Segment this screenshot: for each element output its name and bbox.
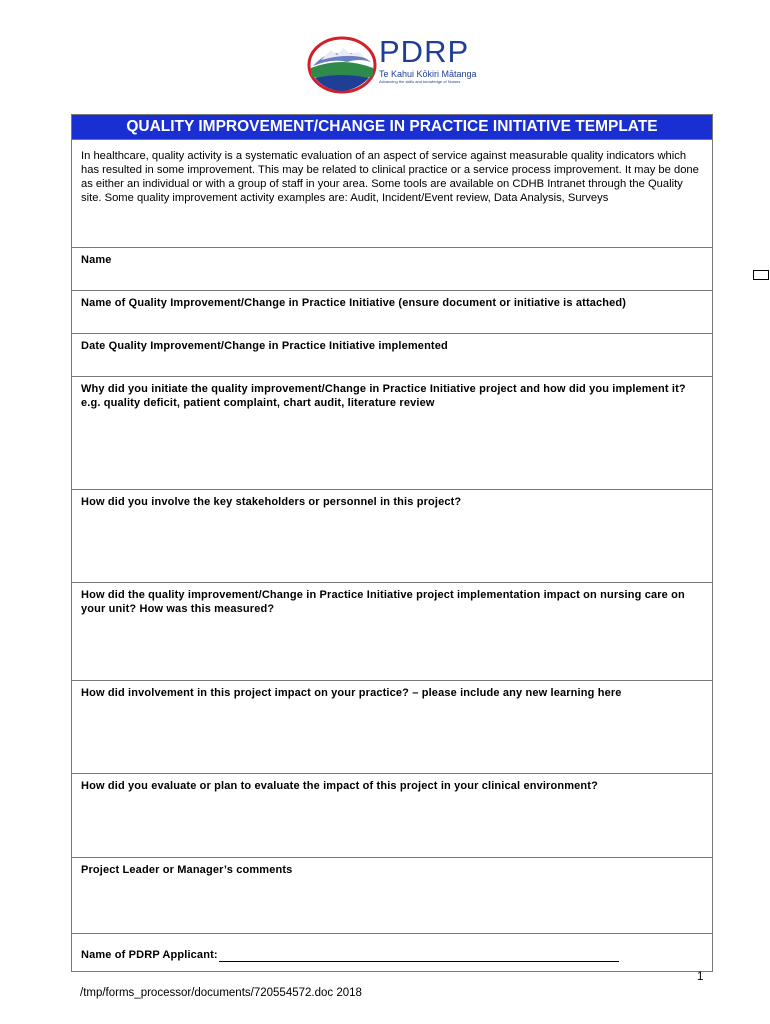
field-why-initiate[interactable] [72,377,712,490]
pdrp-logo [307,36,487,94]
page-number: 1 [697,971,704,983]
field-impact-nursing-care-label: How did the quality improvement/Change in Practice Initiative project implementation impact on nursing care on your unit? How was this measured? [81,589,685,615]
logo-subtitle: Te Kahui Kōkiri Mātanga [379,69,477,79]
applicant-line [81,948,703,962]
form-heading: QUALITY IMPROVEMENT/CHANGE IN PRACTICE INITIATIVE TEMPLATE [72,115,712,140]
field-evaluate-impact[interactable] [72,774,712,858]
field-name[interactable] [72,248,712,291]
field-manager-comments[interactable] [72,858,712,934]
field-evaluate-impact-label: How did you evaluate or plan to evaluate the impact of this project in your clinical environment? [81,780,598,792]
form-intro: In healthcare, quality activity is a systematic evaluation of an aspect of service against measurable quality indicators which has resulted in some improvement. This may be related to clinical practice or a service process improvement. It may be done as either an individual or with a group of staff in your area. Some tools are available on CDHB Intranet through the Quality site. Some quality improvement activity examples are: Audit, Incident/Event review, Data Analysis, Surveys [72,140,712,248]
field-stakeholders[interactable] [72,490,712,583]
field-name-label: Name [81,254,112,266]
field-impact-nursing-care[interactable] [72,583,712,681]
field-stakeholders-label: How did you involve the key stakeholders or personnel in this project? [81,496,462,508]
field-manager-comments-label: Project Leader or Manager’s comments [81,864,293,876]
pdrp-logo-emblem-icon [307,36,377,94]
field-impact-practice-label: How did involvement in this project impact on your practice? – please include any new learning here [81,687,622,699]
side-marker-box [753,270,769,280]
field-applicant-name-label: Name of PDRP Applicant: [81,949,218,961]
field-initiative-name[interactable] [72,291,712,334]
field-date-implemented-label: Date Quality Improvement/Change in Practice Initiative implemented [81,340,448,352]
quality-improvement-form [71,114,713,972]
applicant-name-blank[interactable] [219,951,619,962]
field-initiative-name-label: Name of Quality Improvement/Change in Practice Initiative (ensure document or initiative is attached) [81,297,627,309]
field-date-implemented[interactable] [72,334,712,377]
logo-text [379,36,477,84]
logo-tagline: Advancing the skills and knowledge of Nurses [379,79,461,84]
logo-title: PDRP [379,34,470,69]
field-why-initiate-label: Why did you initiate the quality improvement/Change in Practice Initiative project and how did you implement it? e.g. quality deficit, patient complaint, chart audit, literature review [81,383,686,409]
footer-path: /tmp/forms_processor/documents/720554572.doc 2018 [80,987,362,999]
field-applicant-name[interactable] [72,934,712,971]
field-impact-practice[interactable] [72,681,712,774]
